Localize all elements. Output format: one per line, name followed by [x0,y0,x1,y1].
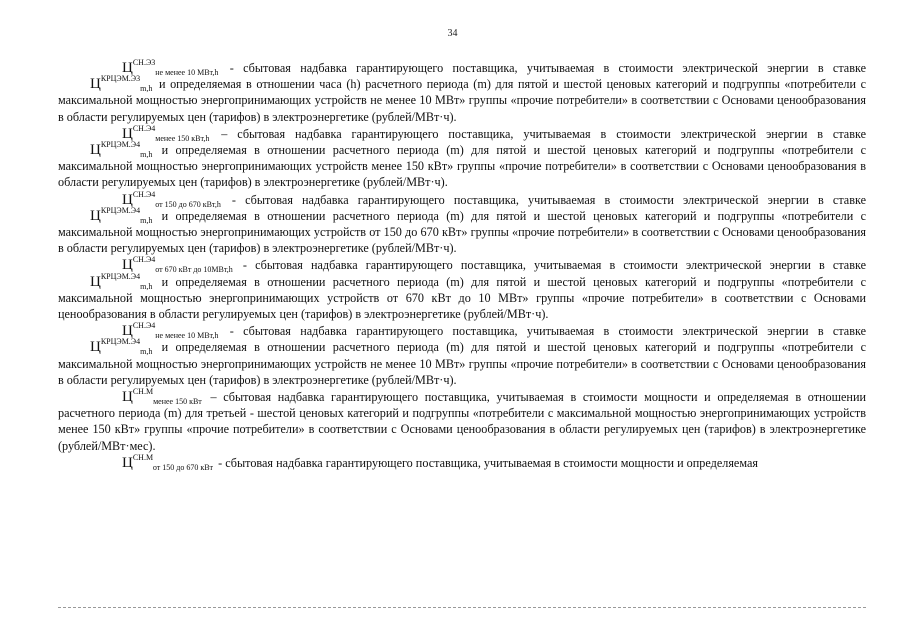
document-body [58,60,866,472]
paragraph-4 [58,257,866,322]
formula-symbol: $Ц^{КРЦЭМ.Э4}_{m,h}$ [90,140,153,160]
formula-symbol: $Ц^{СН.Э4}_{от 150 до 670 кВт,h}$ [122,189,221,209]
paragraph-text: - сбытовая надбавка гарантирующего поставщика, учитываемая в стоимости мощности и определяемая [215,455,758,470]
formula-symbol: $Ц^{СН.М}_{от 150 до 670 кВт}$ [122,452,214,472]
paragraph-text: и определяемая в отношении часа (h) расчетного периода (m) для пятой и шестой ценовых категорий и подгруппы «потребители с максимальной мощностью энергопринимающих устройств не менее 10 МВт» группы «прочие потребители» в соответствии с Основами ценообразования в области регулируемых цен (тарифов) в электроэнергетике (рублей/МВт·ч). [58,77,866,124]
paragraph-text: - сбытовая надбавка гарантирующего поставщика, учитываемая в стоимости электрической энергии в ставке [222,192,866,207]
paragraph-text: и определяемая в отношении расчетного периода (m) для пятой и шестой ценовых категорий и подгруппы «потребители с максимальной мощностью энергопринимающих устройств от 150 до 670 кВт» группы «прочие потребители» в соответствии с Основами ценообразования в области регулируемых цен (тарифов) в электроэнергетике (рублей/МВт·ч). [58,208,866,256]
paragraph-text: - сбытовая надбавка гарантирующего поставщика, учитываемая в стоимости электрической энергии в ставке [220,61,866,75]
formula-symbol: $Ц^{КРЦЭМ.Э4}_{m,h}$ [90,337,153,357]
paragraph-2 [58,123,866,191]
page-number: 34 [447,28,458,39]
paragraph-6 [58,389,866,454]
formula-symbol: $Ц^{КРЦЭМ.Э4}_{m,h}$ [90,205,153,225]
paragraph-text: и определяемая в отношении расчетного периода (m) для пятой и шестой ценовых категорий и подгруппы «потребители с максимальной мощностью энергопринимающих устройств от 670 кВт до 10 МВт» группы «прочие потребители» в соответствии с Основами ценообразования в области регулируемых цен (тарифов) в электроэнергетике (рублей/МВт·ч). [58,274,866,322]
paragraph-5 [58,323,866,388]
paragraph-3 [58,189,866,257]
formula-symbol: $Ц^{КРЦЭМ.Э3}_{m,h}$ [90,74,153,94]
paragraph-text: - сбытовая надбавка гарантирующего поставщика, учитываемая в стоимости электрической энергии в ставке [234,258,866,273]
paragraph-text: и определяемая в отношении расчетного периода (m) для пятой и шестой ценовых категорий и подгруппы «потребители с максимальной мощностью энергопринимающих устройств не менее 10 МВт» группы «прочие потребители» в соответствии с Основами ценообразования в области регулируемых цен (тарифов) в электроэнергетике (рублей/МВт·ч). [58,340,866,387]
paragraph-text: – сбытовая надбавка гарантирующего поставщика, учитываемая в стоимости мощности и определяемая в отношении расчетного периода (m) для третьей - шестой ценовых категорий и подгруппы «потребители с максимальной мощностью энергопринимающих устройств менее 150 кВт» группы «прочие потребители» в соответствии с Основами ценообразования в области регулируемых цен (тарифов) в электроэнергетике (рублей/МВт·мес). [58,390,866,453]
paragraph-text: и определяемая в отношении расчетного периода (m) для пятой и шестой ценовых категорий и подгруппы «потребители с максимальной мощностью энергопринимающих устройств менее 150 кВт» группы «прочие потребители» в соответствии с Основами ценообразования в области регулируемых цен (тарифов) в электроэнергетике (рублей/МВт·ч). [58,143,866,190]
formula-symbol: $Ц^{КРЦЭМ.Э4}_{m,h}$ [90,271,153,291]
paragraph-text: - сбытовая надбавка гарантирующего поставщика, учитываемая в стоимости электрической энергии в ставке [220,324,866,339]
paragraph-text: – сбытовая надбавка гарантирующего поставщика, учитываемая в стоимости электрической энергии в ставке [211,126,866,141]
formula-symbol: $Ц^{СН.Э4}_{от 670 кВт до 10МВт,h}$ [122,255,233,275]
paragraph-7 [58,452,866,472]
formula-symbol: $Ц^{СН.Э3}_{не менее 10 МВт,h}$ [122,58,219,77]
page-bottom-divider [58,607,866,608]
formula-symbol: $Ц^{СН.М}_{менее 150 кВт}$ [122,387,202,407]
paragraph-1 [58,60,866,125]
formula-symbol: $Ц^{СН.Э4}_{менее 150 кВт,h}$ [122,123,210,143]
formula-symbol: $Ц^{СН.Э4}_{не менее 10 МВт,h}$ [122,321,219,341]
